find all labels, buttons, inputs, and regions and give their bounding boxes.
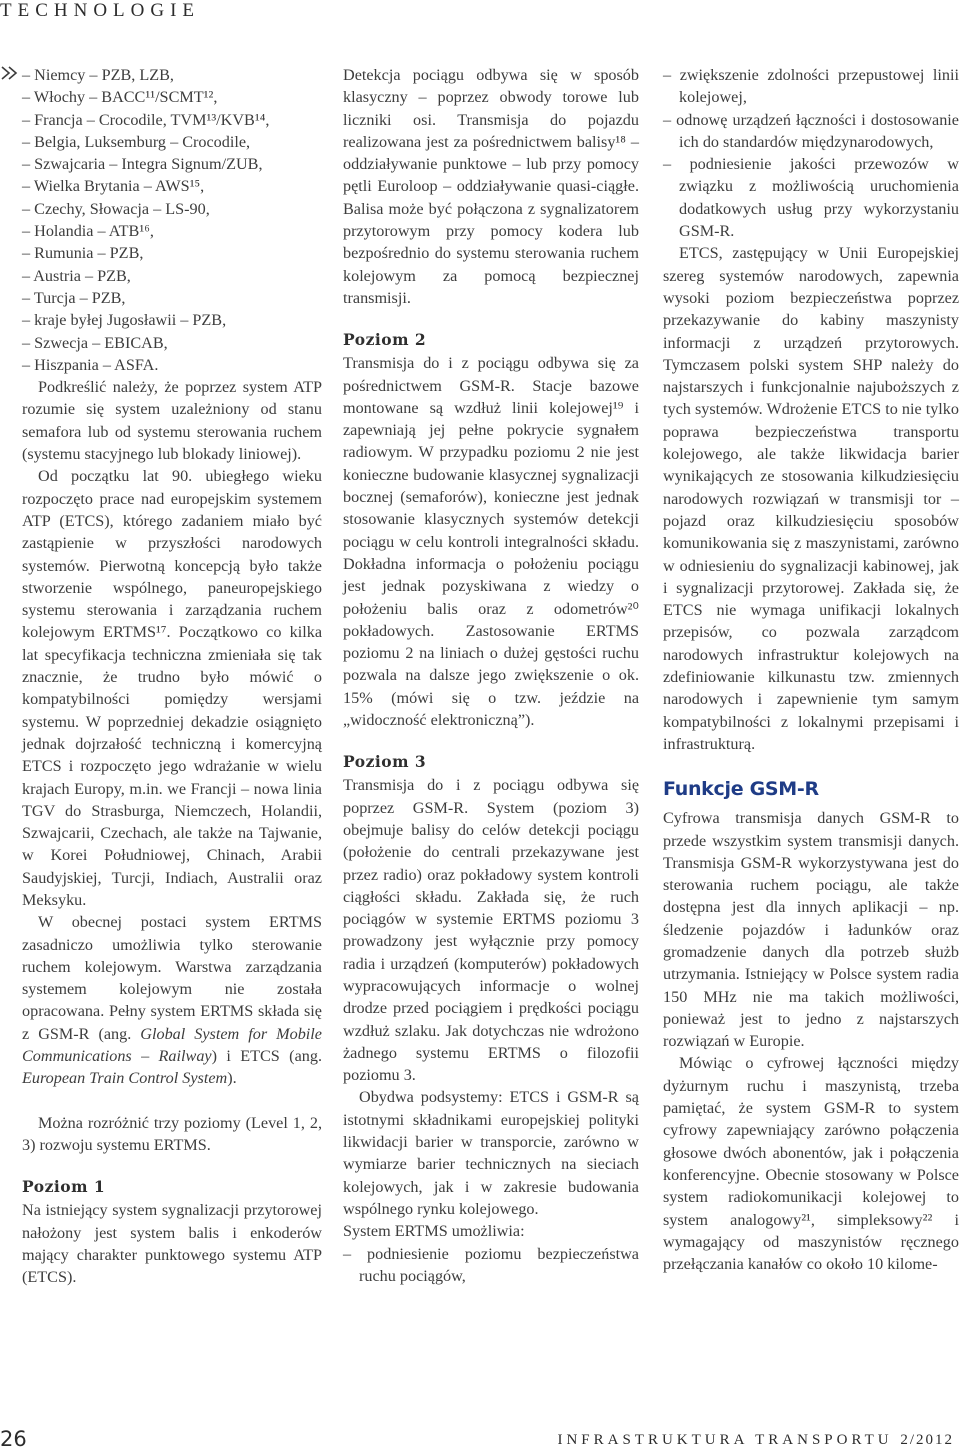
list-item: – Szwecja – EBICAB, [22,333,168,352]
list-item: – Rumunia – PZB, [22,244,144,263]
text-run-italic: European Train Control System [22,1069,228,1088]
list-item: – podniesienie poziomu bezpieczeństwa ruchu pociągów, [343,1244,639,1285]
heading-level-1: Poziom 1 [22,1177,106,1197]
list-item: – Belgia, Luksemburg – Crocodile, [22,132,251,151]
paragraph: Od początku lat 90. ubiegłego wieku rozpoczęto prace nad europejskim systemem ATP (ETCS), którego zadaniem miało być zastąpienie w przyszłości narodowych systemów. Pierwotną koncepcją było także stworzenie wspólnego, paneuropejskiego systemu sterowania i zarządzania ruchem kolejowym ERTMS¹⁷. Początkowo co kilka lat specyfikacja techniczna zmieniała się tak znacznie, że trudno było mówić o kompatybilności pomiędzy wersjami systemu. W poprzedniej dekadzie osiągnięto jednak dojrzałość techniczną i komercyjną ETCS i rozpoczęto jego wdrażanie w wielu krajach Europy, m.in. we Francji – nowa linia TGV do Strasburga, Niemczech, Holandii, Szwajcarii, Czechach, ale także na Tajwanie, w Korei Południowej, Chinach, Arabii Saudyjskiej, Turcji, Indiach, Australii oraz Meksyku. [22,467,322,909]
publication-name: INFRASTRUKTURA TRANSPORTU [557,1432,893,1448]
list-item: – Czechy, Słowacja – LS-90, [22,199,210,218]
list-item: – Wielka Brytania – AWS¹⁵, [22,177,205,196]
heading-level-2: Poziom 2 [343,330,427,350]
text-run: W obecnej postaci system ERTMS zasadniczo umożliwia tylko sterowanie ruchem kolejowym. Warstwa zarządzania systemem kolejowym nie została opracowana. Pełny system ERTMS składa się z GSM-R (ang. [22,913,322,1043]
paragraph: Można rozróżnić trzy poziomy (Level 1, 2, 3) rozwoju systemu ERTMS. [22,1113,322,1154]
column-1 [22,64,322,1288]
page-number: 26 [0,1427,27,1451]
list-item: – zwiększenie zdolności przepustowej linii kolejowej, [663,66,959,107]
publication-footer [557,1432,954,1449]
list-item: – kraje byłej Jugosławii – PZB, [22,311,227,330]
list-item: – Holandia – ATB¹⁶, [22,222,154,241]
list-item: – Niemcy – PZB, LZB, [22,66,174,84]
section-heading-gsm-r: Funkcje GSM-R [663,778,819,801]
list-item: – odnowę urządzeń łączności i dostosowanie ich do standardów międzynarodowych, [663,110,959,151]
column-2 [343,64,639,1287]
text-run-italic: Global System for Mobile Communications – Railway [22,1024,322,1066]
list-item: – Francja – Crocodile, TVM¹³/KVB¹⁴, [22,110,270,129]
list-item: – Hiszpania – ASFA. [22,355,159,374]
double-chevron-icon [0,64,22,82]
paragraph: Mówiąc o cyfrowej łączności między dyżurnym ruchu i maszynistą, trzeba pamiętać, że system GSM-R to system cyfrowy zapewniający zarówno połączenia głosowe dwóch abonentów, jak i połączenia konferencyjne. Obecnie stosowany w Polsce system radiokomunikacji kolejowej to system analogowy²¹, simpleksowy²² i wymagający od maszynistów ręcznego przełączania kanałów co około 10 kilome- [663,1054,959,1274]
text-run: ) i ETCS (ang. [211,1047,322,1066]
paragraph: Detekcja pociągu odbywa się w sposób klasyczny – poprzez obwody torowe lub liczniki osi. Transmisja do pojazdu realizowana jest za pośrednictwem balisy¹⁸ – oddziaływanie punktowe – lub przy pomocy pętli Euroloop – oddziaływanie quasi-ciągłe. Balisa może być połączona z sygnalizatorem przytorowym przy pomocy kodera lub bezpośrednio do systemu sterowania ruchem kolejowym za pomocą bezpiecznej transmisji. [343,66,639,307]
list-item: – Turcja – PZB, [22,288,126,307]
list-item: – Austria – PZB, [22,266,131,285]
section-label: TECHNOLOGIE [0,0,201,21]
paragraph: Obydwa podsystemy: ETCS i GSM-R są istotnymi składnikami europejskiej polityki likwidacji barier w transporcie, zarówno w wymiarze barier technicznych na sieciach kolejowych, jak i w zakresie budowania wspólnego rynku kolejowego. [343,1088,639,1218]
country-systems-list [22,64,322,376]
column-3 [663,64,959,1275]
page-header [0,0,960,22]
paragraph: Cyfrowa transmisja danych GSM-R to przede wszystkim system transmisji danych. Transmisja GSM-R wykorzystywana jest do sterowania ruchem pociągu, ale także dostępna jest dla innych aplikacji – np. śledzenie pojazdów i ładunków oraz gromadzenie danych dla potrzeb służb utrzymania. Istniejący w Polsce system radia 150 MHz nie ma takich możliwości, ponieważ jest to jedno z najstarszych rozwiązań w Europie. [663,809,959,1051]
issue-number: 2/2012 [900,1432,954,1448]
list-item: – Włochy – BACC¹¹/SCMT¹², [22,88,218,107]
paragraph: Transmisja do i z pociągu odbywa się poprzez GSM-R. System (poziom 3) obejmuje balisy do celów detekcji pociągu (położenie do centrali przekazywane jest przez radio) oraz pokładowy system kontroli ciągłości składu. Zakłada się, że ruch pociągów w systemie ERTMS poziomu 3 prowadzony jest wyłącznie przy pomocy radia i urządzeń (komputerów) pokładowych wypracowujących informacje o wolnej drodze przed pociągiem i prędkości pociągu wzdłuż szlaku. Jak dotychczas nie wdrożono żadnego systemu ERTMS o filozofii poziomu 3. [343,776,639,1085]
paragraph [22,911,322,1089]
paragraph: Na istniejący system sygnalizacji przytorowej nałożony jest system balis i enkoderów mający charakter punktowego systemu ATP (ETCS). [22,1201,322,1287]
paragraph: Transmisja do i z pociągu odbywa się za pośrednictwem GSM-R. Stacje bazowe montowane są wzdłuż linii kolejowej¹⁹ i zapewniają jej pełne pokrycie sygnałem radiowym. W przypadku poziomu 2 nie jest konieczne budowanie klasycznej sygnalizacji bocznej (semaforów), konieczne jest jednak stosowanie klasycznych systemów detekcji pociągu w celu kontroli integralności składu. Dokładna informacja o położeniu pociągu jest jednak pozyskiwana z wiedzy o położeniu balis oraz z odometrów²⁰ pokładowych. Zastosowanie ERTMS poziomu 2 na liniach o dużej gęstości ruchu pozwala na dalsze jego zwiększenie o ok. 15% (mówi się o tzw. jeździe na „widoczność elektroniczną”). [343,354,639,730]
text-run: ). [227,1069,237,1088]
list-item: – podniesienie jakości przewozów w związku z możliwością uruchomienia dodatkowych usług przy wykorzystaniu GSM-R. [663,155,959,241]
heading-level-3: Poziom 3 [343,752,427,772]
paragraph: Podkreślić należy, że poprzez system ATP rozumie się system uzależniony od stanu semafora lub od systemu sterowania ruchem (systemu stacyjnego lub blokady liniowej). [22,378,322,464]
list-item: – Szwajcaria – Integra Signum/ZUB, [22,155,263,174]
paragraph: System ERTMS umożliwia: [343,1222,525,1241]
paragraph: ETCS, zastępujący w Unii Europejskiej szereg systemów narodowych, zapewnia wysoki poziom bezpieczeństwa poprzez przekazywanie do kabiny maszynisty informacji z urządzeń przytorowych. Tymczasem polski system SHP należy do najstarszych i funkcjonalnie najuboższych z tych systemów. Wdrożenie ETCS to nie tylko poprawa bezpieczeństwa transportu kolejowego, ale także likwidacja barier wynikających ze stosowania kilkudziesięciu narodowych rozwiązań w transmisji tor – pojazd oraz kilkudziesięciu sposobów komunikowania się z maszynistami, zarówno w odniesieniu do sygnalizacji kabinowej, jak i sygnalizacji przytorowej. Zakłada się, że ETCS nie wymaga unifikacji lokalnych przepisów, co pozwala zarządcom narodowych infrastruktur kolejowych na zdefiniowanie kilkunastu tzw. zmiennych narodowych i zapewnienie tym samym kompatybilności z lokalnymi przepisami i infrastrukturą. [663,244,959,753]
